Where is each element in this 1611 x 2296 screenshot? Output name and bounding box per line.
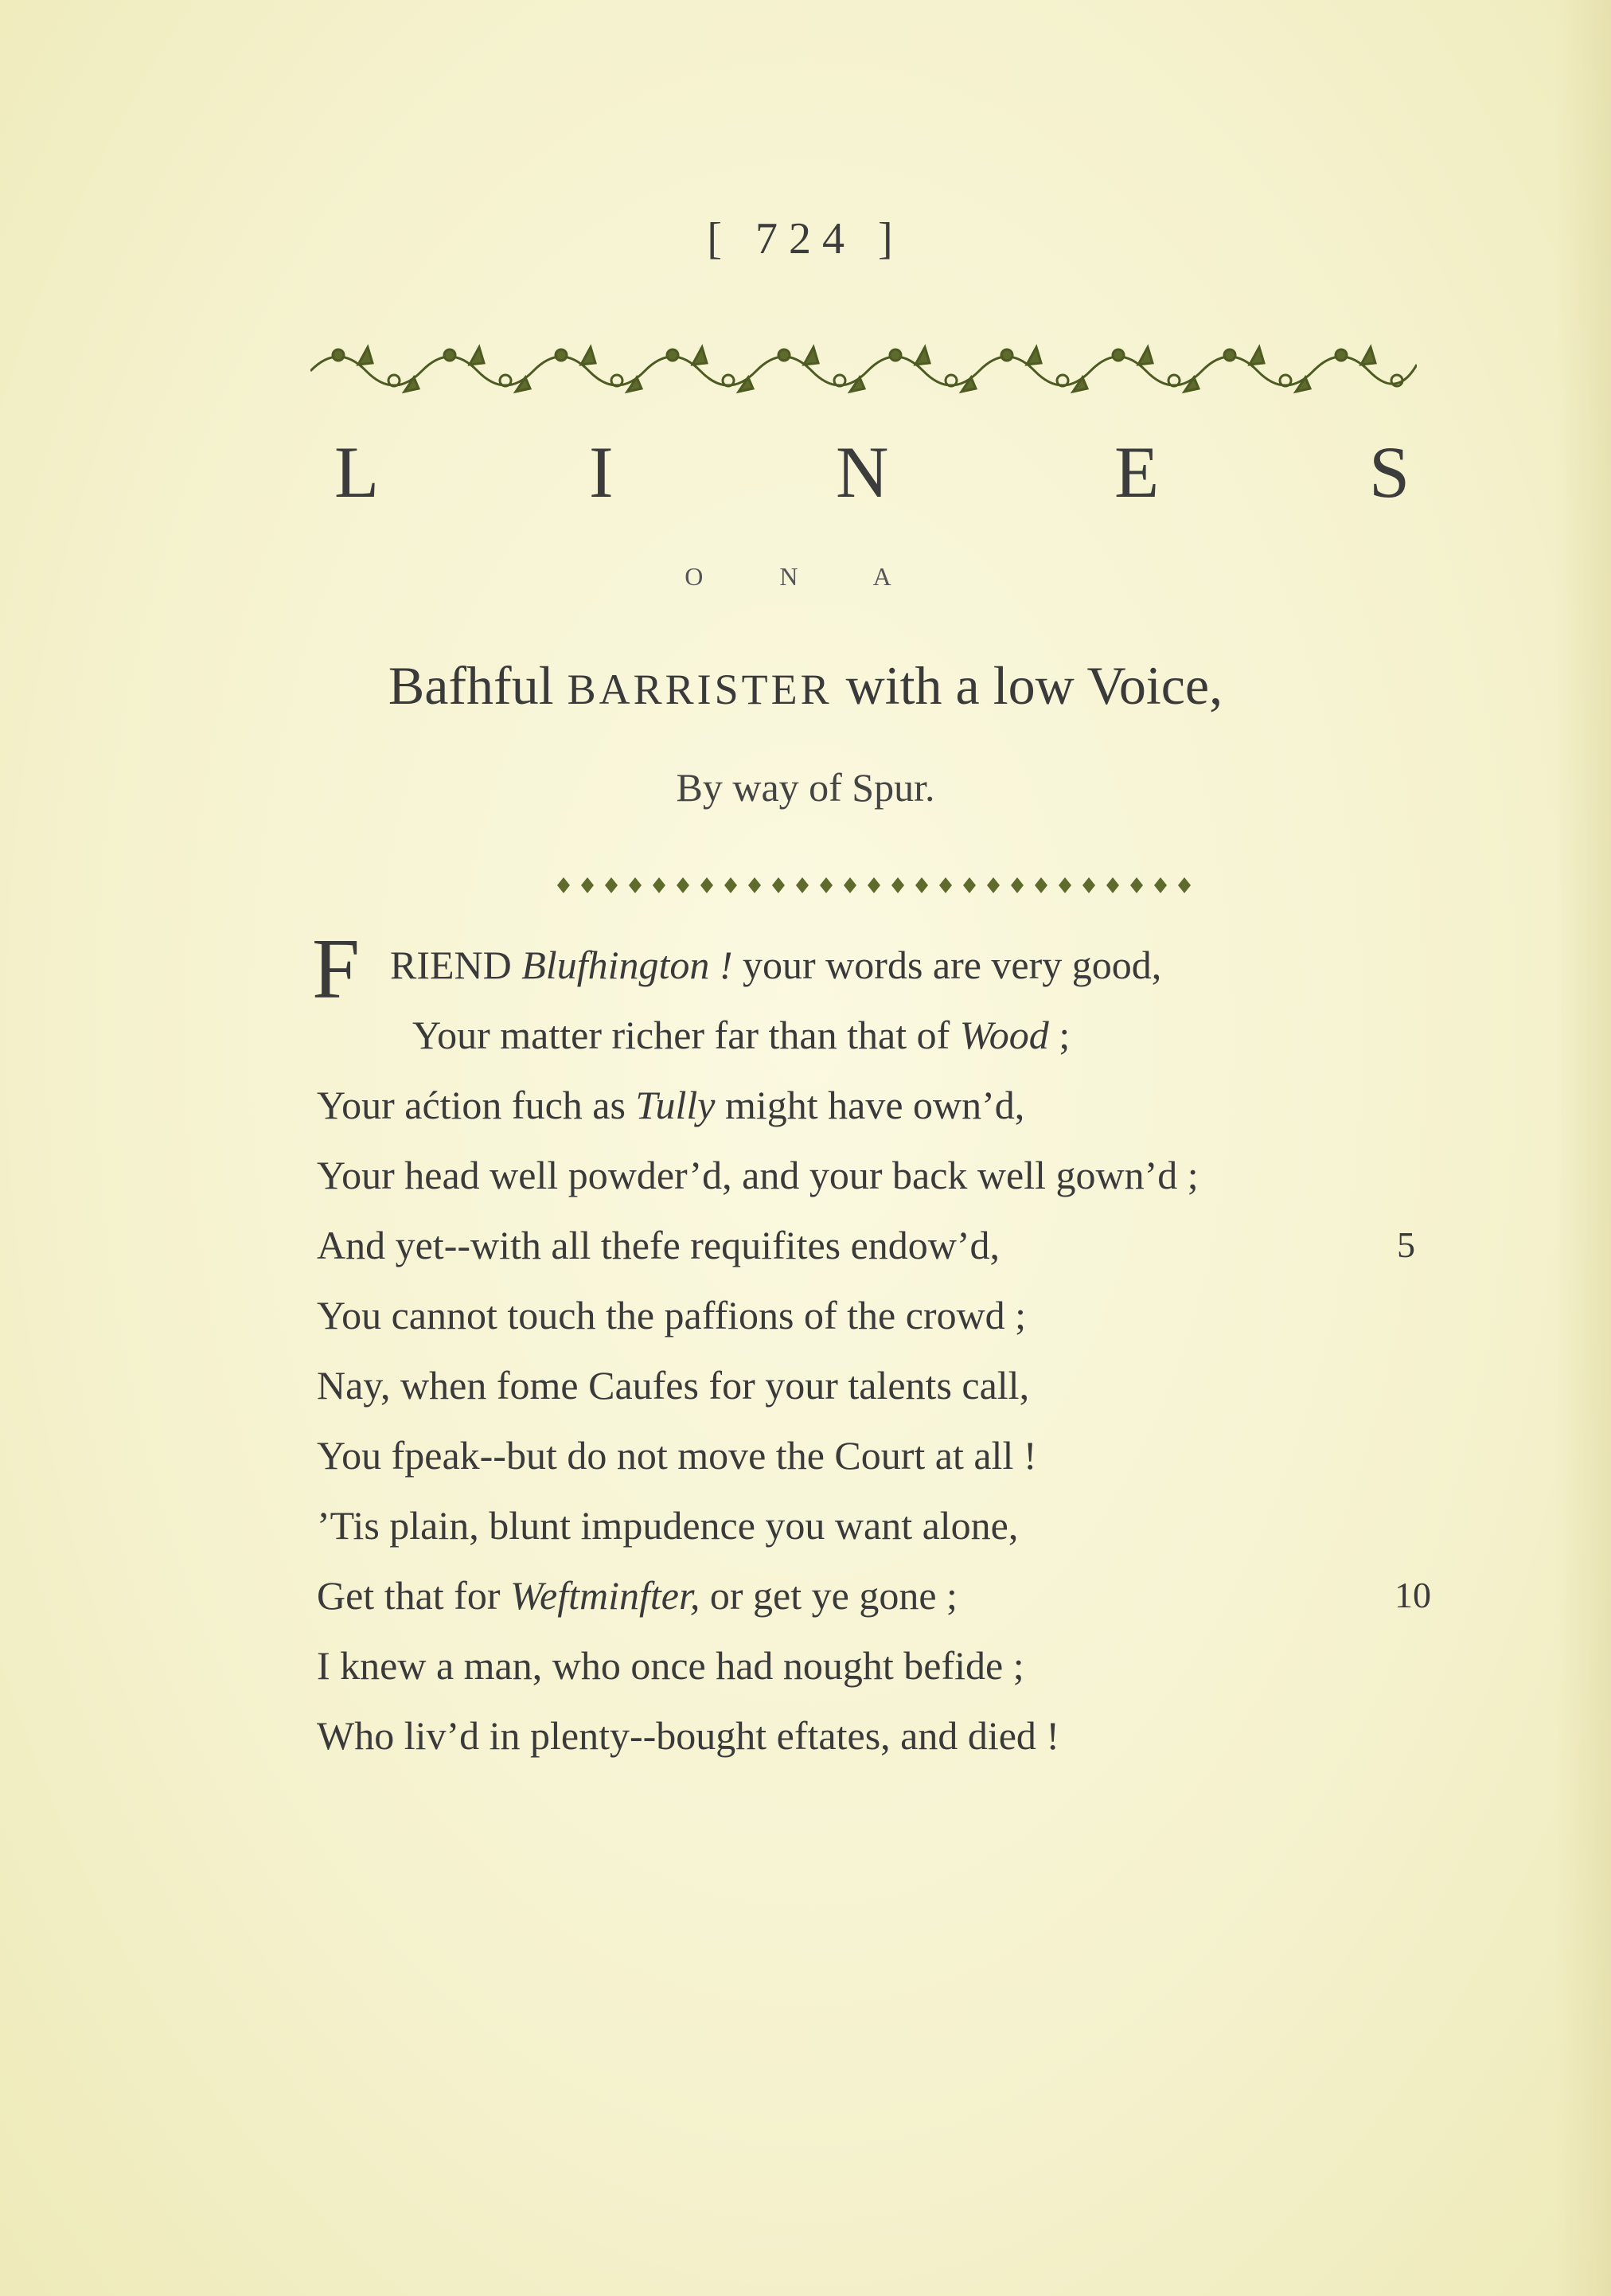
line-italic: Blufhington !: [521, 943, 733, 987]
poem-line: [317, 1420, 1463, 1490]
line-text: And yet--with all thefe requifites endow’d,: [317, 1223, 1001, 1267]
line-text: ;: [1048, 1013, 1071, 1057]
line-number: 10: [1395, 1575, 1431, 1615]
line-italic: Weftminfter,: [509, 1573, 700, 1618]
poem-line: [317, 1000, 1463, 1070]
divider-ornament-row: [549, 873, 1194, 898]
drop-cap: F: [312, 922, 361, 1017]
line-text: Get that for: [317, 1573, 510, 1618]
line-text: your words are very good,: [732, 943, 1162, 987]
title-on-a: O N A: [685, 562, 926, 591]
title-letter: I: [589, 431, 614, 513]
line-italic: Tully: [635, 1083, 716, 1127]
title-letter: E: [1114, 431, 1160, 513]
title-letter: L: [334, 431, 380, 513]
title-lines: [318, 430, 1417, 513]
line-number: 5: [1397, 1224, 1415, 1265]
line-text: Your aćtion fuch as: [317, 1083, 636, 1127]
poem-line: [317, 1070, 1463, 1140]
page-number: [ 724 ]: [707, 214, 904, 264]
poem-line: [317, 1140, 1463, 1210]
line-text: Your matter richer far than that of: [412, 1013, 960, 1057]
poem-body: [312, 922, 1463, 1771]
subtitle-part: with a low Voice,: [832, 655, 1223, 716]
line-text: Who liv’d in plenty--bought eftates, and died !: [317, 1713, 1060, 1758]
line-text: might have own’d,: [715, 1083, 1025, 1127]
poem-line: [317, 1350, 1463, 1420]
line-text: Your head well powder’d, and your back well gown’d ;: [317, 1153, 1199, 1197]
line-text: You cannot touch the paffions of the crowd ;: [317, 1293, 1027, 1337]
line-text: Nay, when fome Caufes for your talents call,: [317, 1363, 1030, 1408]
subtitle-smallcaps: BARRISTER: [567, 666, 833, 713]
subtitle: [0, 654, 1611, 717]
poem-line: [317, 1490, 1463, 1560]
poem-line: [317, 930, 1463, 1000]
line-text: ’Tis plain, blunt impudence you want alone,: [317, 1503, 1019, 1548]
title-letter: S: [1369, 431, 1410, 513]
poem-line: [317, 1630, 1463, 1701]
byline: By way of Spur.: [676, 765, 935, 810]
poem-line: [317, 1210, 1463, 1280]
poem-line: [317, 1701, 1463, 1771]
floral-garland-ornament: [310, 333, 1417, 396]
line-text: or get ye gone ;: [700, 1573, 958, 1618]
poem-line: [317, 1560, 1463, 1630]
line-text: I knew a man, who once had nought befide ;: [317, 1643, 1024, 1688]
line-text: You fpeak--but do not move the Court at all !: [317, 1433, 1037, 1478]
subtitle-part: Bafhful: [388, 655, 568, 716]
title-letter: N: [836, 431, 889, 513]
line-italic: Wood: [959, 1013, 1049, 1057]
poem-line: [317, 1280, 1463, 1350]
line-text: RIEND: [390, 943, 522, 987]
page-edge-shadow: [1555, 0, 1611, 2296]
